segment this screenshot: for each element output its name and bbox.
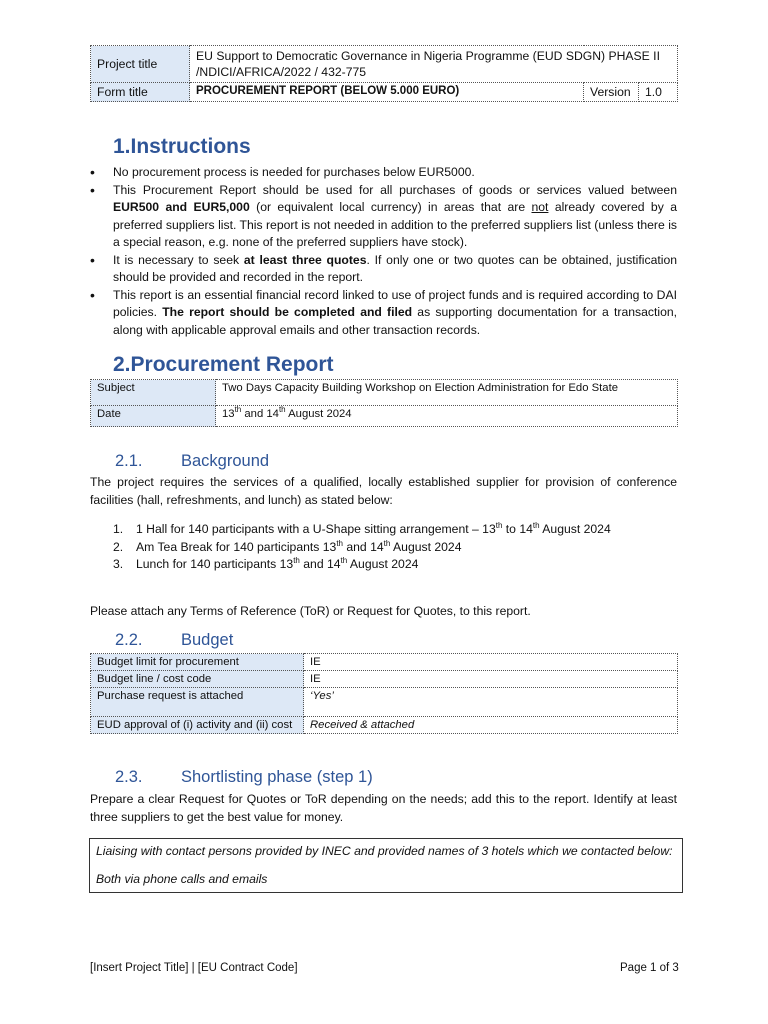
instructions-heading: 1.Instructions: [113, 135, 251, 158]
shortlisting-heading: 2.3. Shortlisting phase (step 1): [115, 768, 373, 786]
background-item-2: 2. Am Tea Break for 140 participants 13th and 14th August 2024: [113, 538, 462, 554]
footer-left: [Insert Project Title] | [EU Contract Code]: [90, 962, 298, 974]
background-intro: The project requires the services of a qualified, locally established supplier for provision of conference facilities (hall, refreshments, and lunch) as stated below:: [90, 475, 677, 507]
instruction-bullet-1: • No procurement process is needed for purchases below EUR5000.: [90, 164, 677, 182]
shortlisting-note-2: Both via phone calls and emails: [96, 872, 268, 886]
form-title-value: PROCUREMENT REPORT (BELOW 5.000 EURO): [190, 83, 584, 102]
background-heading: 2.1. Background: [115, 452, 270, 470]
budget-label: Purchase request is attached: [91, 688, 304, 717]
instruction-bullet-4: • This report is an essential financial record linked to use of project funds and is required according to DAI policies. The report should be completed and filed as supporting documentation for a transaction, along with applicable approval emails and other transaction records.: [90, 287, 677, 340]
budget-label: Budget line / cost code: [91, 671, 304, 688]
budget-label: EUD approval of (i) activity and (ii) cost: [91, 717, 304, 734]
project-title-label: Project title: [91, 46, 190, 83]
background-item-1: 1. 1 Hall for 140 participants with a U-Shape sitting arrangement – 13th to 14th August 2024: [113, 520, 611, 536]
budget-heading: 2.2. Budget: [115, 631, 234, 649]
budget-value: IE: [304, 654, 678, 671]
instruction-bullet-3: • It is necessary to seek at least three quotes. If only one or two quotes can be obtained, justification should be provided and recorded in the report.: [90, 252, 677, 287]
version-label: Version: [584, 83, 639, 102]
budget-value: ‘Yes’: [304, 688, 678, 717]
background-item-3: 3. Lunch for 140 participants 13th and 14th August 2024: [113, 555, 419, 571]
shortlisting-intro: Prepare a clear Request for Quotes or ToR depending on the needs; add this to the report. Identify at least three suppliers to get the best value for money.: [90, 792, 677, 824]
subject-label: Subject: [91, 380, 216, 406]
budget-table: [90, 653, 678, 734]
version-value: 1.0: [639, 83, 678, 102]
subject-value: Two Days Capacity Building Workshop on Election Administration for Edo State: [216, 380, 678, 406]
date-value: 13th and 14th August 2024: [216, 406, 678, 427]
project-title-value: EU Support to Democratic Governance in Nigeria Programme (EUD SDGN) PHASE II /NDICI/AFRICA/2022 / 432-775: [190, 46, 678, 83]
attach-note: Please attach any Terms of Reference (ToR) or Request for Quotes, to this report.: [90, 604, 531, 618]
instructions-list: [90, 164, 677, 339]
shortlisting-note-1: Liaising with contact persons provided by INEC and provided names of 3 hotels which we contacted below:: [96, 844, 673, 858]
budget-label: Budget limit for procurement: [91, 654, 304, 671]
footer-page-number: Page 1 of 3: [620, 962, 679, 974]
header-table: [90, 45, 678, 102]
shortlisting-notes-box: [89, 838, 683, 893]
budget-value: Received & attached: [304, 717, 678, 734]
instruction-bullet-2: • This Procurement Report should be used for all purchases of goods or services valued between EUR500 and EUR5,000 (or equivalent local currency) in areas that are not already covered by a preferred suppliers list. This report is not needed in addition to the preferred suppliers list (unless there is a special reason, e.g. none of the preferred suppliers have stock).: [90, 182, 677, 252]
date-label: Date: [91, 406, 216, 427]
budget-value: IE: [304, 671, 678, 688]
procurement-report-heading: 2.Procurement Report: [113, 353, 334, 376]
subject-table: [90, 379, 678, 427]
form-title-label: Form title: [91, 83, 190, 102]
background-list: [113, 521, 673, 574]
